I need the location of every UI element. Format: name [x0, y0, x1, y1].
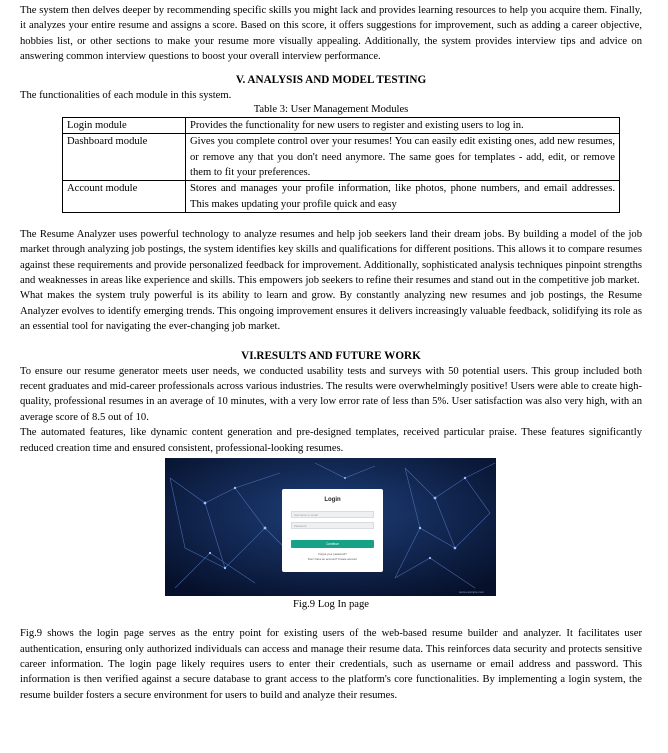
module-desc: Gives you complete control over your resumes! You can easily edit existing ones, add new resumes, or remove any that you don't need anymore. The same goes for templates - add, edit, or remove them to fit your preferences. [186, 134, 620, 181]
modules-table [62, 117, 620, 213]
module-name: Login module [63, 118, 186, 134]
section5-para2: What makes the system truly powerful is its ability to learn and grow. By constantly analyzing new resumes and job postings, the Resume Analyzer evolves to identify emerging trends. This ongoing improvement ensures it delivers increasingly valuable feedback, solidifying its role as an essential tool for navigating the ever-changing job market. [20, 290, 642, 333]
table-row [63, 181, 620, 213]
module-name: Account module [63, 181, 186, 213]
section5-heading: V. ANALYSIS AND MODEL TESTING [235, 73, 427, 86]
table-row [63, 134, 620, 181]
login-title: Login [324, 497, 341, 504]
forgot-password-link: Forgot your password? [318, 552, 347, 557]
table-row [63, 118, 620, 134]
section6-heading: VI.RESULTS AND FUTURE WORK [241, 349, 421, 362]
section5-lead: The functionalities of each module in this system. [20, 89, 232, 101]
section5-para1: The Resume Analyzer uses powerful technology to analyze resumes and help job seekers land their dream jobs. By building a model of the job market through analyzing job postings, the system identifies key skills and qualifications for different positions. This allows it to compare resumes against these requirements and provide personalized feedback for improvement. Additionally, sophisticated analysis techniques pinpoint strengths and weaknesses in areas like experience and skills. This empowers job seekers to refine their resumes and stand out in the competitive job market. [20, 228, 642, 287]
table-caption: Table 3: User Management Modules [253, 104, 409, 116]
continue-button: Continue [291, 540, 374, 548]
username-input: Username or email [291, 511, 374, 518]
section6-para1: To ensure our resume generator meets user needs, we conducted usability tests and surveys with 50 potential users. This group included both recent graduates and mid-career professionals across various industries. The results were overwhelmingly positive! Users were able to create high-quality, professional resumes in an average of 10 minutes, with a very low error rate of less than 5%. User satisfaction was also very high, with an average score of 8.5 out of 10. [20, 365, 642, 423]
module-name: Dashboard module [63, 134, 186, 181]
intro-paragraph: The system then delves deeper by recommending specific skills you might lack and provides learning resources to help you acquire them. Finally, it analyzes your entire resume and assigns a score. Based on this score, it offers suggestions for improvement, such as adding a career objective, hobbies list, or other sections to make your resume more visually appealing. Additionally, the system provides interview tips and advice on answering common interview questions to boost your overall interview performance. [20, 5, 642, 63]
login-card [282, 489, 383, 572]
figure-caption: Fig.9 Log In page [293, 599, 369, 611]
module-desc: Stores and manages your profile information, like photos, phone numbers, and email addresses. This makes updating your profile quick and easy [186, 181, 620, 213]
paper-page [20, 3, 642, 703]
figure-watermark: www.example.com [458, 590, 484, 595]
module-desc: Provides the functionality for new users to register and existing users to log in. [186, 118, 620, 134]
password-input: Password [291, 522, 374, 529]
closing-paragraph: Fig.9 shows the login page serves as the entry point for existing users of the web-based resume builder and analyzer. It facilitates user authentication, ensuring only authorized individuals can access and manage their resume data. This reinforces data security and protects sensitive career information. The login page likely requires users to enter their credentials, such as username or email address and password. This information is then verified against a secure database to grant access to the platform's core functionalities. By implementing a login system, the resume builder fosters a secure environment for users to build and analyze their resumes. [20, 628, 642, 701]
create-account-link: Don't have an account? Create account [307, 557, 358, 562]
login-screenshot-figure [165, 458, 496, 596]
section6-para2: The automated features, like dynamic content generation and pre-designed templates, received particular praise. These features significantly reduced creation time and ensured consistent, professional-looking resumes. [20, 427, 642, 454]
